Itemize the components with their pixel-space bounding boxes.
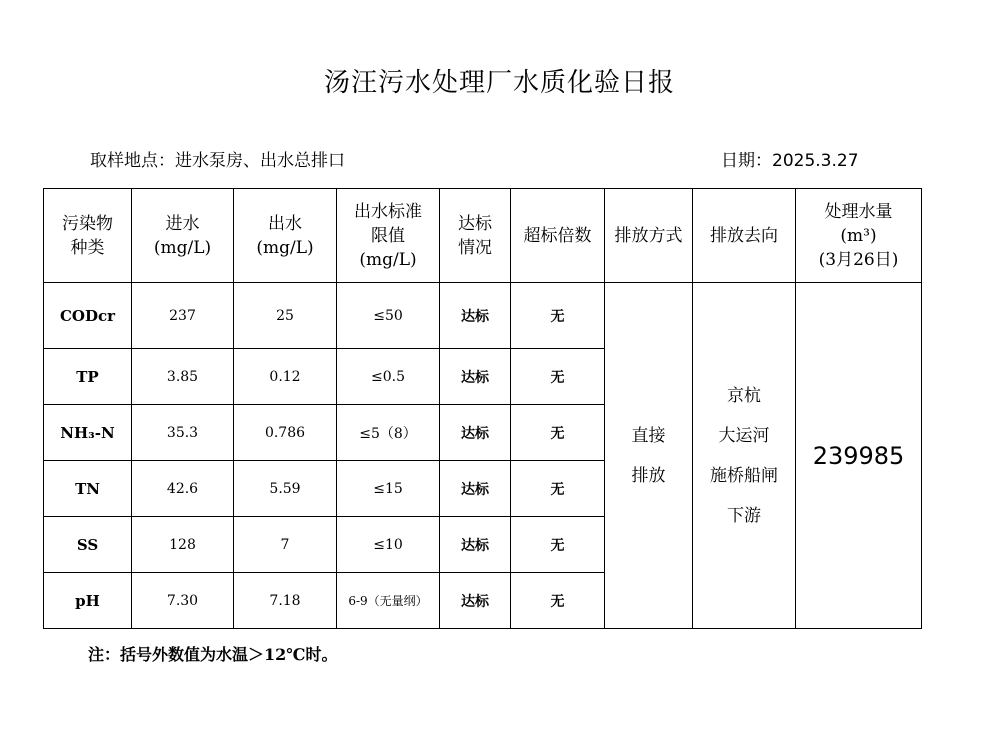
limit-value: 6-9（无量纲）	[337, 573, 440, 629]
water-quality-table	[43, 188, 922, 629]
pollutant-name: TN	[44, 461, 132, 517]
exceed-ratio: 无	[511, 517, 605, 573]
discharge-method: 直接 排放	[605, 283, 693, 629]
influent-value: 128	[132, 517, 234, 573]
limit-value: ≤5（8）	[337, 405, 440, 461]
limit-value: ≤50	[337, 283, 440, 349]
compliance-status: 达标	[440, 405, 511, 461]
effluent-value: 0.786	[234, 405, 337, 461]
influent-value: 7.30	[132, 573, 234, 629]
header-effluent: 出水 (mg/L)	[234, 189, 337, 283]
report-date: 日期：2025.3.27	[721, 151, 859, 171]
header-discharge-method: 排放方式	[605, 189, 693, 283]
exceed-ratio: 无	[511, 405, 605, 461]
compliance-status: 达标	[440, 461, 511, 517]
report-title: 汤汪污水处理厂水质化验日报	[323, 68, 675, 98]
header-compliance: 达标 情况	[440, 189, 511, 283]
pollutant-name: pH	[44, 573, 132, 629]
header-discharge-dest: 排放去向	[693, 189, 796, 283]
header-pollutant: 污染物 种类	[44, 189, 132, 283]
header-row	[44, 189, 922, 283]
effluent-value: 7.18	[234, 573, 337, 629]
header-volume: 处理水量 (m³) (3月26日)	[796, 189, 922, 283]
effluent-value: 25	[234, 283, 337, 349]
effluent-value: 0.12	[234, 349, 337, 405]
pollutant-name: TP	[44, 349, 132, 405]
pollutant-name: NH₃-N	[44, 405, 132, 461]
treated-volume: 239985	[796, 283, 922, 629]
compliance-status: 达标	[440, 573, 511, 629]
pollutant-name: SS	[44, 517, 132, 573]
exceed-ratio: 无	[511, 283, 605, 349]
effluent-value: 7	[234, 517, 337, 573]
influent-value: 237	[132, 283, 234, 349]
influent-value: 3.85	[132, 349, 234, 405]
limit-value: ≤15	[337, 461, 440, 517]
header-exceed: 超标倍数	[511, 189, 605, 283]
compliance-status: 达标	[440, 517, 511, 573]
discharge-destination: 京杭 大运河 施桥船闸 下游	[693, 283, 796, 629]
limit-value: ≤0.5	[337, 349, 440, 405]
compliance-status: 达标	[440, 283, 511, 349]
effluent-value: 5.59	[234, 461, 337, 517]
sampling-location: 取样地点：进水泵房、出水总排口	[90, 151, 345, 171]
compliance-status: 达标	[440, 349, 511, 405]
header-influent: 进水 (mg/L)	[132, 189, 234, 283]
exceed-ratio: 无	[511, 349, 605, 405]
table-row	[44, 283, 922, 349]
limit-value: ≤10	[337, 517, 440, 573]
exceed-ratio: 无	[511, 461, 605, 517]
footnote: 注：括号外数值为水温＞12℃时。	[88, 645, 338, 664]
influent-value: 35.3	[132, 405, 234, 461]
exceed-ratio: 无	[511, 573, 605, 629]
influent-value: 42.6	[132, 461, 234, 517]
pollutant-name: CODcr	[44, 283, 132, 349]
header-limit: 出水标准 限值 (mg/L)	[337, 189, 440, 283]
